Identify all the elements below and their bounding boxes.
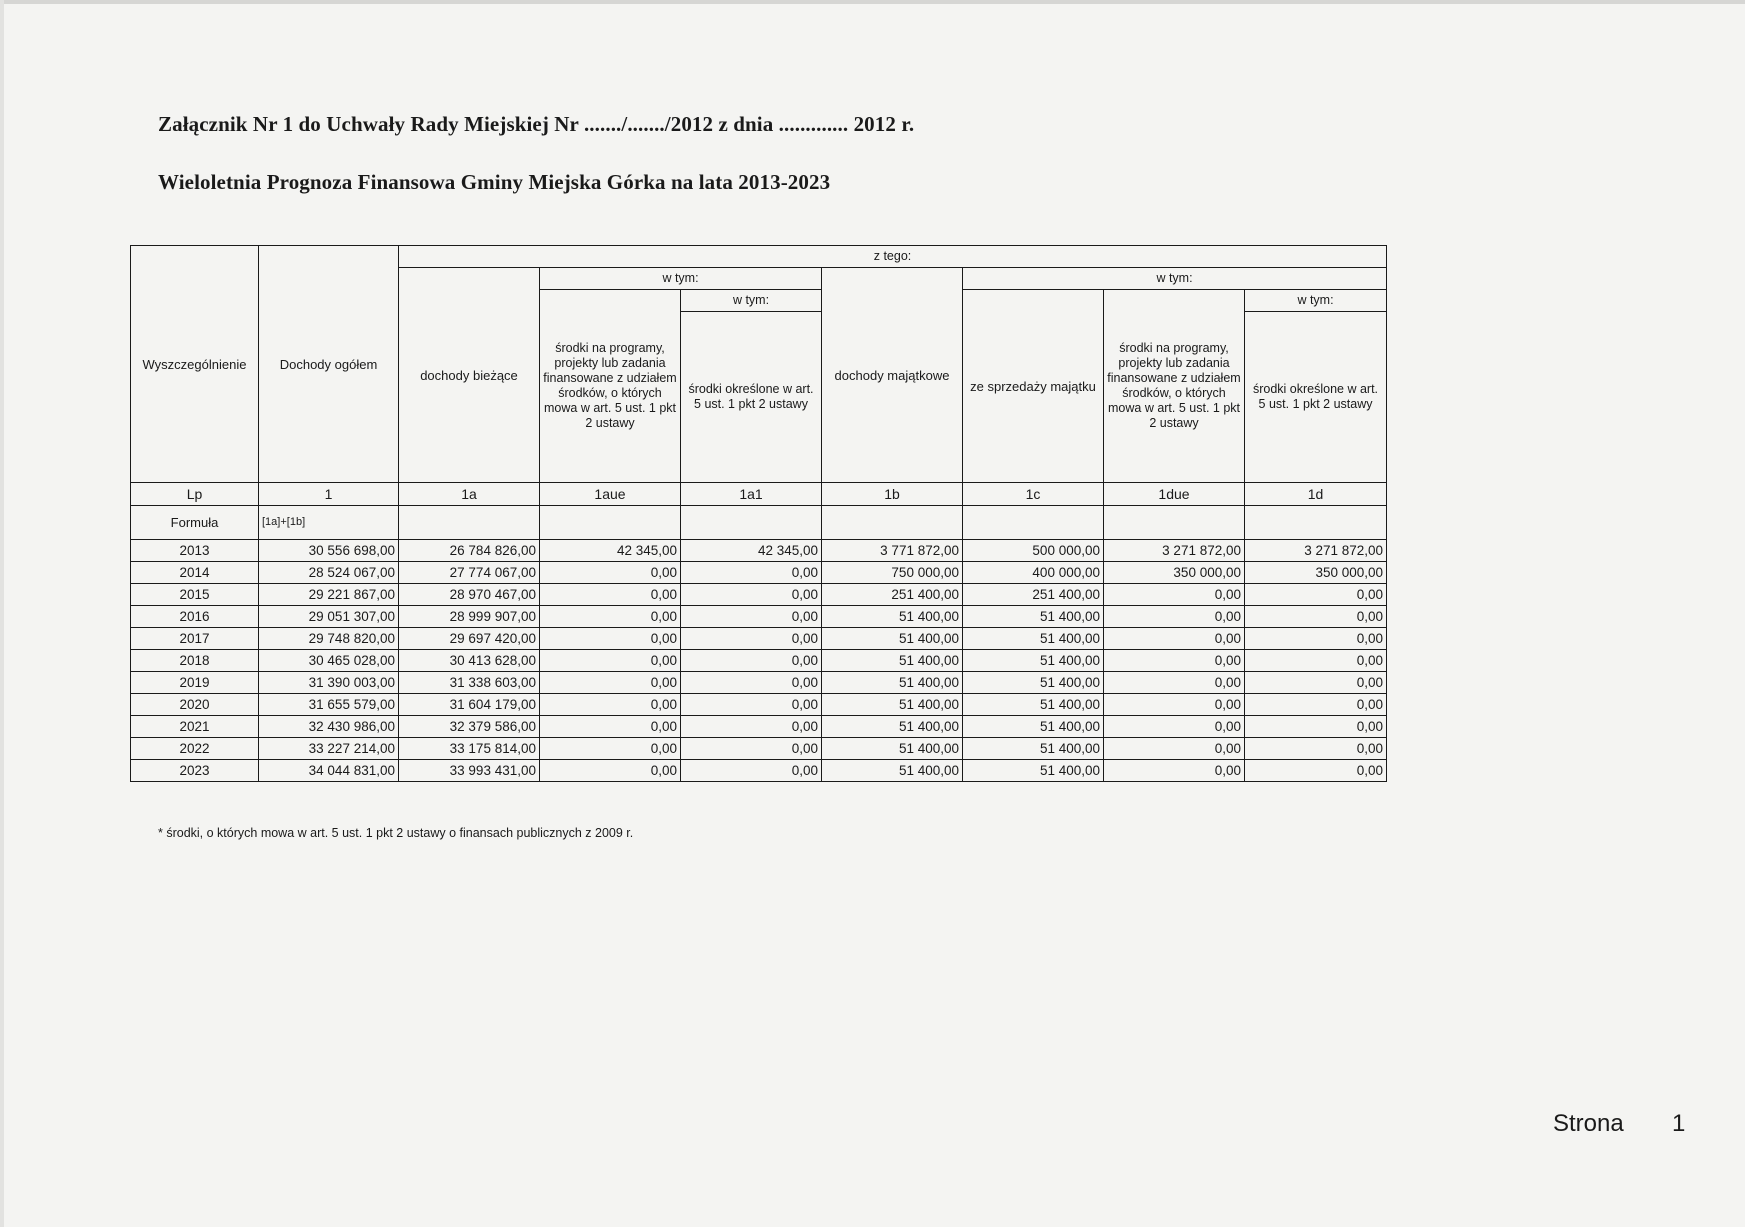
header-srodki-programy: środki na programy, projekty lub zadania finansowane z udziałem środków, o których mowa w art. 5 ust. 1 pkt 2 ustawy — [1104, 290, 1245, 483]
page-label: Strona — [1553, 1110, 1624, 1137]
amount-cell: 0,00 — [540, 760, 681, 782]
year-cell: 2019 — [131, 672, 259, 694]
table-row — [131, 716, 1387, 738]
amount-cell: 0,00 — [681, 650, 822, 672]
header-dochody-majatkowe: dochody majątkowe — [822, 268, 963, 483]
amount-cell: 0,00 — [681, 562, 822, 584]
amount-cell: 31 338 603,00 — [399, 672, 540, 694]
amount-cell: 42 345,00 — [681, 540, 822, 562]
table-row — [131, 540, 1387, 562]
amount-cell: 0,00 — [1245, 650, 1387, 672]
amount-cell: 30 556 698,00 — [259, 540, 399, 562]
amount-cell: 28 999 907,00 — [399, 606, 540, 628]
amount-cell: 51 400,00 — [822, 694, 963, 716]
header-ze-sprzedazy: ze sprzedaży majątku — [963, 290, 1104, 483]
empty-cell — [399, 506, 540, 540]
amount-cell: 0,00 — [681, 606, 822, 628]
scan-edge — [0, 0, 4, 1227]
amount-cell: 0,00 — [540, 738, 681, 760]
amount-cell: 0,00 — [540, 562, 681, 584]
empty-cell — [1245, 506, 1387, 540]
table-body — [131, 540, 1387, 782]
header-group-w-tym: w tym: — [1245, 290, 1387, 312]
amount-cell: 51 400,00 — [963, 716, 1104, 738]
header-group-w-tym: w tym: — [963, 268, 1387, 290]
amount-cell: 33 993 431,00 — [399, 760, 540, 782]
amount-cell: 0,00 — [681, 760, 822, 782]
header-group-w-tym: w tym: — [681, 290, 822, 312]
amount-cell: 0,00 — [681, 584, 822, 606]
attachment-heading: Załącznik Nr 1 do Uchwały Rady Miejskiej Nr ......./......./2012 z dnia ............. 2012 r. — [158, 112, 915, 136]
amount-cell: 31 604 179,00 — [399, 694, 540, 716]
amount-cell: 51 400,00 — [822, 738, 963, 760]
table-row — [131, 584, 1387, 606]
amount-cell: 27 774 067,00 — [399, 562, 540, 584]
amount-cell: 0,00 — [1245, 672, 1387, 694]
amount-cell: 0,00 — [1245, 694, 1387, 716]
lp-cell: 1c — [963, 483, 1104, 506]
table-row — [131, 672, 1387, 694]
header-group-w-tym: w tym: — [540, 268, 822, 290]
year-cell: 2023 — [131, 760, 259, 782]
header-srodki-okreslone: środki określone w art. 5 ust. 1 pkt 2 ustawy — [681, 312, 822, 483]
header-wyszczegolnienie: Wyszczególnienie — [131, 246, 259, 483]
amount-cell: 3 271 872,00 — [1245, 540, 1387, 562]
header-srodki-programy: środki na programy, projekty lub zadania finansowane z udziałem środków, o których mowa w art. 5 ust. 1 pkt 2 ustawy — [540, 290, 681, 483]
amount-cell: 32 379 586,00 — [399, 716, 540, 738]
header-dochody-biezace: dochody bieżące — [399, 268, 540, 483]
table-row — [131, 606, 1387, 628]
amount-cell: 33 227 214,00 — [259, 738, 399, 760]
amount-cell: 350 000,00 — [1245, 562, 1387, 584]
amount-cell: 51 400,00 — [963, 760, 1104, 782]
scan-edge — [0, 0, 1745, 4]
amount-cell: 30 465 028,00 — [259, 650, 399, 672]
amount-cell: 0,00 — [1245, 606, 1387, 628]
empty-cell — [540, 506, 681, 540]
amount-cell: 0,00 — [1245, 584, 1387, 606]
amount-cell: 0,00 — [540, 672, 681, 694]
amount-cell: 0,00 — [540, 606, 681, 628]
year-cell: 2022 — [131, 738, 259, 760]
empty-cell — [1104, 506, 1245, 540]
year-cell: 2015 — [131, 584, 259, 606]
amount-cell: 0,00 — [540, 650, 681, 672]
amount-cell: 350 000,00 — [1104, 562, 1245, 584]
amount-cell: 51 400,00 — [963, 738, 1104, 760]
amount-cell: 51 400,00 — [963, 672, 1104, 694]
document-title: Wieloletnia Prognoza Finansowa Gminy Miejska Górka na lata 2013-2023 — [158, 170, 831, 194]
table-row — [131, 650, 1387, 672]
column-number-row — [131, 483, 1387, 506]
amount-cell: 0,00 — [1104, 584, 1245, 606]
amount-cell: 400 000,00 — [963, 562, 1104, 584]
amount-cell: 0,00 — [1245, 628, 1387, 650]
amount-cell: 0,00 — [1104, 716, 1245, 738]
lp-cell: 1d — [1245, 483, 1387, 506]
amount-cell: 51 400,00 — [822, 628, 963, 650]
amount-cell: 31 390 003,00 — [259, 672, 399, 694]
amount-cell: 0,00 — [1104, 628, 1245, 650]
empty-cell — [963, 506, 1104, 540]
amount-cell: 0,00 — [681, 716, 822, 738]
amount-cell: 29 051 307,00 — [259, 606, 399, 628]
amount-cell: 500 000,00 — [963, 540, 1104, 562]
lp-cell: 1due — [1104, 483, 1245, 506]
financial-forecast-table — [130, 245, 1387, 782]
formula-value: [1a]+[1b] — [259, 506, 399, 540]
amount-cell: 28 524 067,00 — [259, 562, 399, 584]
amount-cell: 3 271 872,00 — [1104, 540, 1245, 562]
amount-cell: 51 400,00 — [822, 672, 963, 694]
header-dochody-ogolem: Dochody ogółem — [259, 246, 399, 483]
amount-cell: 0,00 — [1104, 738, 1245, 760]
amount-cell: 29 221 867,00 — [259, 584, 399, 606]
amount-cell: 0,00 — [540, 628, 681, 650]
amount-cell: 3 771 872,00 — [822, 540, 963, 562]
amount-cell: 0,00 — [1104, 760, 1245, 782]
amount-cell: 32 430 986,00 — [259, 716, 399, 738]
amount-cell: 251 400,00 — [963, 584, 1104, 606]
lp-cell: Lp — [131, 483, 259, 506]
amount-cell: 0,00 — [1104, 694, 1245, 716]
amount-cell: 51 400,00 — [822, 716, 963, 738]
formula-label: Formuła — [131, 506, 259, 540]
amount-cell: 51 400,00 — [963, 606, 1104, 628]
amount-cell: 51 400,00 — [963, 694, 1104, 716]
year-cell: 2014 — [131, 562, 259, 584]
lp-cell: 1b — [822, 483, 963, 506]
lp-cell: 1aue — [540, 483, 681, 506]
header-srodki-okreslone: środki określone w art. 5 ust. 1 pkt 2 ustawy — [1245, 312, 1387, 483]
empty-cell — [681, 506, 822, 540]
amount-cell: 0,00 — [681, 628, 822, 650]
year-cell: 2018 — [131, 650, 259, 672]
amount-cell: 42 345,00 — [540, 540, 681, 562]
empty-cell — [822, 506, 963, 540]
amount-cell: 31 655 579,00 — [259, 694, 399, 716]
year-cell: 2013 — [131, 540, 259, 562]
year-cell: 2020 — [131, 694, 259, 716]
table-row — [131, 628, 1387, 650]
amount-cell: 28 970 467,00 — [399, 584, 540, 606]
amount-cell: 30 413 628,00 — [399, 650, 540, 672]
amount-cell: 0,00 — [540, 716, 681, 738]
table-row — [131, 694, 1387, 716]
lp-cell: 1a — [399, 483, 540, 506]
page-number: 1 — [1672, 1110, 1686, 1137]
amount-cell: 0,00 — [681, 738, 822, 760]
amount-cell: 29 697 420,00 — [399, 628, 540, 650]
amount-cell: 0,00 — [681, 694, 822, 716]
amount-cell: 0,00 — [1245, 760, 1387, 782]
table-row — [131, 738, 1387, 760]
amount-cell: 34 044 831,00 — [259, 760, 399, 782]
year-cell: 2021 — [131, 716, 259, 738]
lp-cell: 1 — [259, 483, 399, 506]
table-row — [131, 562, 1387, 584]
amount-cell: 0,00 — [1104, 650, 1245, 672]
footnote: * środki, o których mowa w art. 5 ust. 1 pkt 2 ustawy o finansach publicznych z 2009 r. — [158, 826, 634, 840]
amount-cell: 51 400,00 — [822, 606, 963, 628]
amount-cell: 251 400,00 — [822, 584, 963, 606]
amount-cell: 0,00 — [540, 584, 681, 606]
amount-cell: 51 400,00 — [822, 650, 963, 672]
amount-cell: 0,00 — [1104, 606, 1245, 628]
amount-cell: 51 400,00 — [963, 650, 1104, 672]
amount-cell: 0,00 — [1245, 716, 1387, 738]
lp-cell: 1a1 — [681, 483, 822, 506]
amount-cell: 0,00 — [1245, 738, 1387, 760]
formula-row — [131, 506, 1387, 540]
amount-cell: 51 400,00 — [822, 760, 963, 782]
header-group-z-tego: z tego: — [399, 246, 1387, 268]
year-cell: 2017 — [131, 628, 259, 650]
amount-cell: 0,00 — [681, 672, 822, 694]
year-cell: 2016 — [131, 606, 259, 628]
amount-cell: 33 175 814,00 — [399, 738, 540, 760]
amount-cell: 0,00 — [1104, 672, 1245, 694]
amount-cell: 26 784 826,00 — [399, 540, 540, 562]
table-row — [131, 760, 1387, 782]
amount-cell: 51 400,00 — [963, 628, 1104, 650]
amount-cell: 0,00 — [540, 694, 681, 716]
amount-cell: 750 000,00 — [822, 562, 963, 584]
amount-cell: 29 748 820,00 — [259, 628, 399, 650]
